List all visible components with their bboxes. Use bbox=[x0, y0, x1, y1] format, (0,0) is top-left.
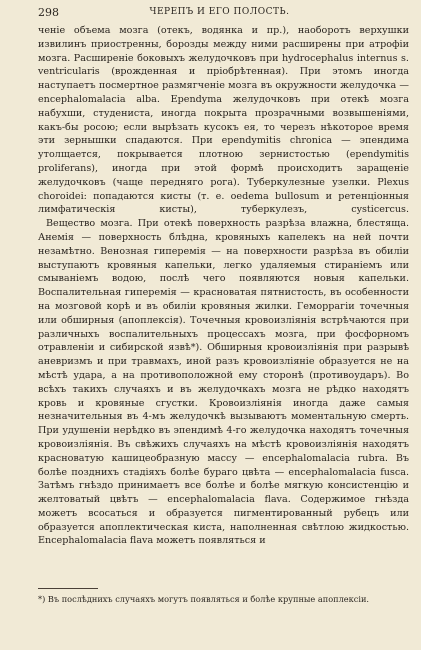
footnote: *) Въ послѣднихъ случаяхъ могутъ появляться и болѣе крупные апоплексіи. bbox=[38, 594, 370, 604]
paragraph-brain-substance: Вещество мозга. При отекѣ поверхность разрѣза влажна, блестяща. Анемія — поверхность блѣдна, кровяныхъ капелекъ на ней почти незамѣтно. Венозная гиперемія — на поверхности разрѣза въ обиліи выступаютъ кровяныя капельки, легко удаляемыя стираніемъ или смываніемъ водою, послѣ чего появляются новыя капельки. Воспалительная гиперемія — красноватая пятнистость, въ особенности на мозговой корѣ и въ обиліи кровяныя жилки. Геморрагіи точечныя или обширныя (апоплексія). Точечныя кровоизліянія встрѣчаются при различныхъ воспалительныхъ процессахъ мозга, при фосфорномъ отравленіи и сибирской язвѣ*). Обширныя кровоизліянія при разрывѣ аневризмъ и при травмахъ, иной разъ кровоизліяніе образуется не на мѣстѣ удара, а на противоположной ему сторонѣ (противоударъ). Во всѣхъ такихъ случаяхъ и въ желудочкахъ мозга не рѣдко находятъ кровь и кровяные сгустки. Кровоизліянія иногда даже самыя незначительныя въ 4-мъ желудочкѣ вызываютъ моментальную смерть. При удушеніи нерѣдко въ эпендимѣ 4-го желудочка находятъ точечныя кровоизліянія. Въ свѣжихъ случаяхъ на мѣстѣ кровоизліянія находятъ красноватую кашицеобразную массу — encephalomalacia rubra. Въ болѣе позднихъ стадіяхъ болѣе бураго цвѣта — encephalomalacia fusca. Затѣмъ гнѣздо принимаетъ все болѣе и болѣе мягкую консистенцію и желтоватый цвѣтъ — encephalomalacia flava. Содержимое гнѣзда можетъ всосаться и образуется пигментированный рубецъ или образуется апоплектическая киста, наполненная свѣтлою жидкостью. Encephalomalacia flava можетъ появляться и bbox=[38, 218, 409, 547]
page-header bbox=[38, 6, 401, 22]
running-title: ЧЕРЕПЪ И ЕГО ПОЛОСТЬ. bbox=[149, 7, 290, 17]
paragraph-ventricles: ченіе объема мозга (отекъ, водянка и пр.), наоборотъ верхушки извилинъ приостренны, борозды между ними расширены при атрофіи мозга. Расширеніе боковыхъ желудочковъ при hydrocephalus internus s. ventricularis (врожденная и пріобрѣтенная). При этомъ иногда наступаетъ посмертное размягченіе мозга въ окружности желудочка — encephalomalacia alba. Ependyma желудочковъ при отекѣ мозга набухши, студениста, иногда покрыта прозрачными возвышеніями, какъ-бы росою; если вырѣзать кусокъ ея, то черезъ нѣкоторое время эти зернышки спадаются. При ependymitis chronica — эпендима утолщается, покрывается плотною зернистостью (ependymitis proliferans), иногда при этой формѣ происходитъ заращеніе желудочковъ (чаще передняго рога). Туберкулезные узелки. Plexus choroidei: попадаются кисты (т. е. oedema bullosum и ретенціонныя лимфатическія кисты), туберкулезъ, cysticercus. bbox=[38, 25, 409, 216]
main-text bbox=[38, 24, 409, 548]
footnote-divider bbox=[38, 588, 98, 589]
page-number: 298 bbox=[38, 6, 59, 19]
